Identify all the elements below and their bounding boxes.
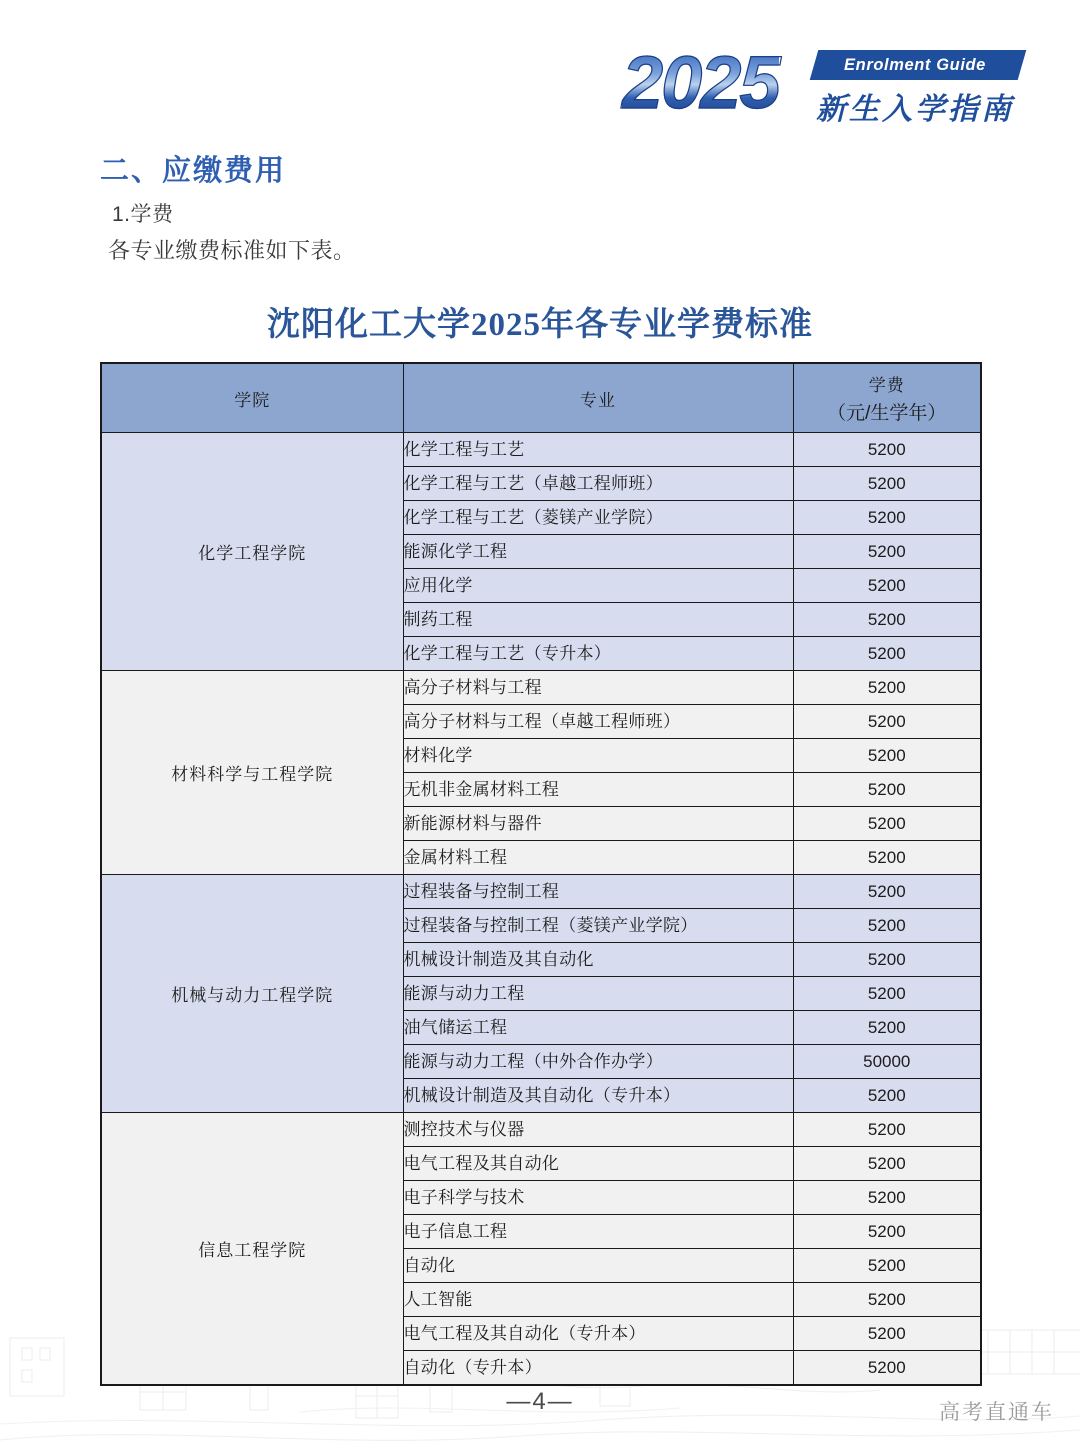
fee-cell: 5200 xyxy=(793,501,981,535)
major-cell: 电子科学与技术 xyxy=(403,1181,793,1215)
subsection-title: 1.学费 xyxy=(112,203,174,226)
major-cell: 电气工程及其自动化 xyxy=(403,1147,793,1181)
major-cell: 新能源材料与器件 xyxy=(403,807,793,841)
major-cell: 高分子材料与工程 xyxy=(403,671,793,705)
fee-cell: 5200 xyxy=(793,909,981,943)
fee-cell: 5200 xyxy=(793,943,981,977)
major-cell: 高分子材料与工程（卓越工程师班） xyxy=(403,705,793,739)
major-cell: 能源与动力工程（中外合作办学） xyxy=(403,1045,793,1079)
page-number: —4— xyxy=(506,1388,574,1415)
subsection-description: 各专业缴费标准如下表。 xyxy=(108,238,356,263)
table-row xyxy=(101,875,981,909)
fee-cell: 5200 xyxy=(793,1351,981,1386)
fee-cell: 5200 xyxy=(793,671,981,705)
major-cell: 化学工程与工艺（专升本） xyxy=(403,637,793,671)
tuition-fee-table xyxy=(100,362,982,1386)
major-cell: 自动化 xyxy=(403,1249,793,1283)
tuition-table-body xyxy=(101,433,981,1386)
major-cell: 机械设计制造及其自动化（专升本） xyxy=(403,1079,793,1113)
fee-cell: 5200 xyxy=(793,535,981,569)
major-cell: 能源化学工程 xyxy=(403,535,793,569)
column-header-fee-unit: （元/生学年） xyxy=(827,403,947,424)
fee-cell: 5200 xyxy=(793,977,981,1011)
major-cell: 无机非金属材料工程 xyxy=(403,773,793,807)
major-cell: 过程装备与控制工程（菱镁产业学院） xyxy=(403,909,793,943)
major-cell: 机械设计制造及其自动化 xyxy=(403,943,793,977)
table-row xyxy=(101,671,981,705)
fee-cell: 5200 xyxy=(793,1079,981,1113)
table-header-row xyxy=(101,363,981,433)
table-row xyxy=(101,433,981,467)
major-cell: 油气储运工程 xyxy=(403,1011,793,1045)
brand-year-text: 2025 xyxy=(622,41,779,124)
brand-english-label: Enrolment Guide xyxy=(844,56,986,74)
major-cell: 应用化学 xyxy=(403,569,793,603)
fee-cell: 5200 xyxy=(793,1011,981,1045)
brand-text-block xyxy=(808,50,1022,128)
major-cell: 过程装备与控制工程 xyxy=(403,875,793,909)
major-cell: 电子信息工程 xyxy=(403,1215,793,1249)
fee-cell: 5200 xyxy=(793,1113,981,1147)
major-cell: 金属材料工程 xyxy=(403,841,793,875)
fee-cell: 5200 xyxy=(793,841,981,875)
table-title: 沈阳化工大学2025年各专业学费标准 xyxy=(267,307,813,343)
major-cell: 制药工程 xyxy=(403,603,793,637)
fee-cell: 5200 xyxy=(793,705,981,739)
major-cell: 材料化学 xyxy=(403,739,793,773)
column-header-fee xyxy=(793,363,981,433)
fee-cell: 5200 xyxy=(793,1317,981,1351)
fee-cell: 5200 xyxy=(793,875,981,909)
source-watermark: 高考直通车 xyxy=(939,1401,1054,1424)
fee-cell: 5200 xyxy=(793,807,981,841)
major-cell: 化学工程与工艺（卓越工程师班） xyxy=(403,467,793,501)
fee-cell: 5200 xyxy=(793,603,981,637)
fee-cell: 5200 xyxy=(793,1215,981,1249)
college-cell: 信息工程学院 xyxy=(101,1113,403,1386)
college-cell: 化学工程学院 xyxy=(101,433,403,671)
column-header-major: 专业 xyxy=(403,363,793,433)
major-cell: 测控技术与仪器 xyxy=(403,1113,793,1147)
section-heading: 二、应缴费用 xyxy=(100,155,287,187)
major-cell: 化学工程与工艺（菱镁产业学院） xyxy=(403,501,793,535)
fee-cell: 5200 xyxy=(793,1147,981,1181)
major-cell: 自动化（专升本） xyxy=(403,1351,793,1386)
major-cell: 化学工程与工艺 xyxy=(403,433,793,467)
column-header-college: 学院 xyxy=(101,363,403,433)
column-header-fee-label: 学费 xyxy=(868,376,905,395)
fee-cell: 5200 xyxy=(793,739,981,773)
fee-cell: 5200 xyxy=(793,1181,981,1215)
tuition-table-container xyxy=(100,362,980,1386)
major-cell: 人工智能 xyxy=(403,1283,793,1317)
major-cell: 电气工程及其自动化（专升本） xyxy=(403,1317,793,1351)
table-row xyxy=(101,1113,981,1147)
major-cell: 能源与动力工程 xyxy=(403,977,793,1011)
fee-cell: 5200 xyxy=(793,433,981,467)
fee-cell: 50000 xyxy=(793,1045,981,1079)
fee-cell: 5200 xyxy=(793,467,981,501)
fee-cell: 5200 xyxy=(793,1249,981,1283)
fee-cell: 5200 xyxy=(793,569,981,603)
enrolment-guide-brand xyxy=(622,41,1022,138)
college-cell: 材料科学与工程学院 xyxy=(101,671,403,875)
fee-cell: 5200 xyxy=(793,637,981,671)
brand-chinese-label: 新生入学指南 xyxy=(816,93,1014,126)
college-cell: 机械与动力工程学院 xyxy=(101,875,403,1113)
fee-cell: 5200 xyxy=(793,1283,981,1317)
fee-cell: 5200 xyxy=(793,773,981,807)
